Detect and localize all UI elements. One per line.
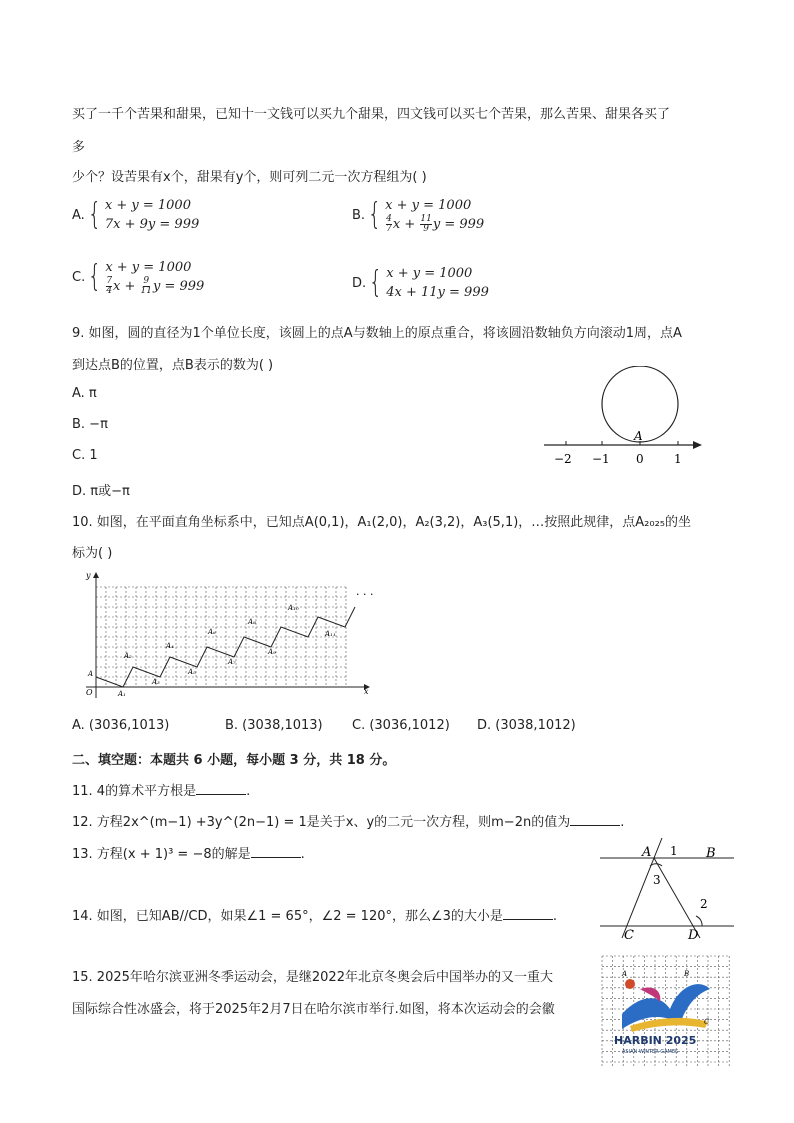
q8-line3: 少个？设苦果有x个，甜果有y个，则可列二元一次方程组为( ) <box>72 170 427 185</box>
q11-text: 11. 4的算术平方根是 <box>72 784 197 799</box>
q15-line2: 国际综合性冰盛会，将于2025年2月7日在哈尔滨市举行.如图，将本次运动会的会徽 <box>72 1002 555 1017</box>
q8-option-b[interactable]: B. { x + y = 1000 $\frac{4}{7}$ x + $\frac{11}{9}$ y = 999 <box>352 197 485 234</box>
label-2: 2 <box>700 897 708 911</box>
q9-line2: 到达点B的位置，点B表示的数为( ) <box>72 358 274 373</box>
section-heading: 二、填空题：本题共 6 小题，每小题 3 分，共 18 分。 <box>72 753 396 768</box>
option-label: C. <box>72 269 86 285</box>
q12-text: 12. 方程2x^(m−1) +3y^(2n−1) = 1是关于x、y的二元一次方程，则m−2n的值为 <box>72 815 571 830</box>
q15-line1: 15. 2025年哈尔滨亚洲冬季运动会，是继2022年北京冬奥会后中国举办的又一重大 <box>72 970 553 985</box>
q14: 14. 如图，已知AB//CD，如果∠1 = 65°，∠2 = 120°，那么∠3的大小是 . <box>72 909 558 924</box>
q10-option-d[interactable]: D. (3038,1012) <box>477 718 576 733</box>
q8-option-c[interactable]: C. { x + y = 1000 $\frac{7}{4}$ x + $\frac{9}{11}$ y = 999 <box>72 259 205 296</box>
equation: $\frac{4}{7}$ x + $\frac{11}{9}$ y = 999 <box>386 214 485 234</box>
q13: 13. 方程(x + 1)³ = −8的解是 . <box>72 847 305 862</box>
label-c: C <box>624 928 634 943</box>
q14-text: 14. 如图，已知AB//CD，如果∠1 = 65°，∠2 = 120°，那么∠3的大小是 <box>72 909 503 924</box>
q9-option-c[interactable]: C. 1 <box>72 448 98 463</box>
q9-option-d[interactable]: D. π或−π <box>72 484 130 499</box>
point-label: A₉ <box>268 648 276 656</box>
label-1: 1 <box>670 844 678 858</box>
point-label: A₁ <box>118 690 126 698</box>
point-label: A₃ <box>152 678 160 686</box>
logo-text: HARBIN 2025 <box>614 1034 697 1047</box>
equation: 7x + 9y = 999 <box>104 217 200 232</box>
point-label: A <box>88 670 94 678</box>
equation: x + y = 1000 <box>386 266 473 281</box>
q10-option-a[interactable]: A. (3036,1013) <box>72 718 170 733</box>
label-c: C <box>704 1018 710 1026</box>
answer-blank[interactable] <box>570 813 620 826</box>
label-b: B <box>706 846 716 861</box>
point-label: A₇ <box>228 658 236 666</box>
emblem-ribbon-shape <box>630 1018 708 1032</box>
option-label: D. <box>352 275 367 291</box>
label-b: B <box>684 970 690 978</box>
y-axis-label: y <box>86 571 91 580</box>
q15-emblem-figure <box>600 954 732 1068</box>
q9-line1: 9. 如图，圆的直径为1个单位长度，该圆上的点A与数轴上的原点重合，将该圆沿数轴负方向滚动1周，点A <box>72 326 682 341</box>
q8-option-d[interactable]: D. { x + y = 1000 4x + 11y = 999 <box>352 265 489 300</box>
equation: x + y = 1000 <box>104 198 191 213</box>
q14-parallel-lines-figure <box>598 838 738 946</box>
equation: x + y = 1000 <box>105 260 192 275</box>
option-label: A. <box>72 207 85 223</box>
angle-2-arc <box>696 916 702 926</box>
q12: 12. 方程2x^(m−1) +3y^(2n−1) = 1是关于x、y的二元一次方程，则m−2n的值为 . <box>72 815 625 830</box>
point-a-label: A <box>634 429 643 443</box>
q10-option-b[interactable]: B. (3038,1013) <box>225 718 323 733</box>
q8-line2: 多 <box>72 140 86 155</box>
q9-option-a[interactable]: A. π <box>72 386 97 401</box>
point-label: A₂ <box>124 652 132 660</box>
answer-blank[interactable] <box>503 907 553 920</box>
q10-line1: 10. 如图，在平面直角坐标系中，已知点A(0,1)，A₁(2,0)，A₂(3,2)，A₃(5,1)，…按照此规律，点A₂₀₂₅的坐 <box>72 515 692 530</box>
point-label: A₁₁ <box>325 630 336 638</box>
option-label: B. <box>352 207 366 223</box>
q8-option-a[interactable]: A. { x + y = 1000 7x + 9y = 999 <box>72 197 200 232</box>
equation: x + y = 1000 <box>385 198 472 213</box>
equation: $\frac{7}{4}$ x + $\frac{9}{11}$ y = 999 <box>106 276 205 296</box>
q8-line1: 买了一千个苦果和甜果，已知十一文钱可以买九个甜果，四文钱可以买七个苦果，那么苦果、甜果各买了 <box>72 107 671 122</box>
sun-icon <box>625 979 635 989</box>
q9-number-line-figure <box>540 366 710 466</box>
point-label: A₁₀ <box>288 604 299 612</box>
tick-label: −1 <box>592 452 610 466</box>
label-d: D <box>688 928 699 943</box>
logo-subtext: ASIAN WINTER GAMES <box>622 1049 679 1055</box>
x-axis-label: x <box>364 687 369 696</box>
y-arrow-icon <box>93 572 99 578</box>
tick-label: −2 <box>554 452 572 466</box>
equation: 4x + 11y = 999 <box>386 285 489 300</box>
label-a: A <box>622 970 628 978</box>
q13-text: 13. 方程(x + 1)³ = −8的解是 <box>72 847 251 862</box>
q10-line2: 标为( ) <box>72 546 113 561</box>
point-label: A₆ <box>208 628 216 636</box>
origin-label: O <box>86 688 93 697</box>
q10-coordinate-figure <box>78 568 378 703</box>
point-label: A₄ <box>166 642 174 650</box>
tick-label: 1 <box>674 452 682 466</box>
ellipsis: · · · <box>356 588 374 601</box>
answer-blank[interactable] <box>251 845 301 858</box>
point-label: A₈ <box>248 618 256 626</box>
q9-option-b[interactable]: B. −π <box>72 417 108 432</box>
arrow-head-icon <box>693 441 702 449</box>
answer-blank[interactable] <box>196 782 246 795</box>
label-3: 3 <box>653 873 661 887</box>
q10-option-c[interactable]: C. (3036,1012) <box>352 718 450 733</box>
tick-label: 0 <box>636 452 644 466</box>
point-label: A₅ <box>188 668 196 676</box>
q11: 11. 4的算术平方根是 . <box>72 784 251 799</box>
label-a: A <box>642 845 652 860</box>
